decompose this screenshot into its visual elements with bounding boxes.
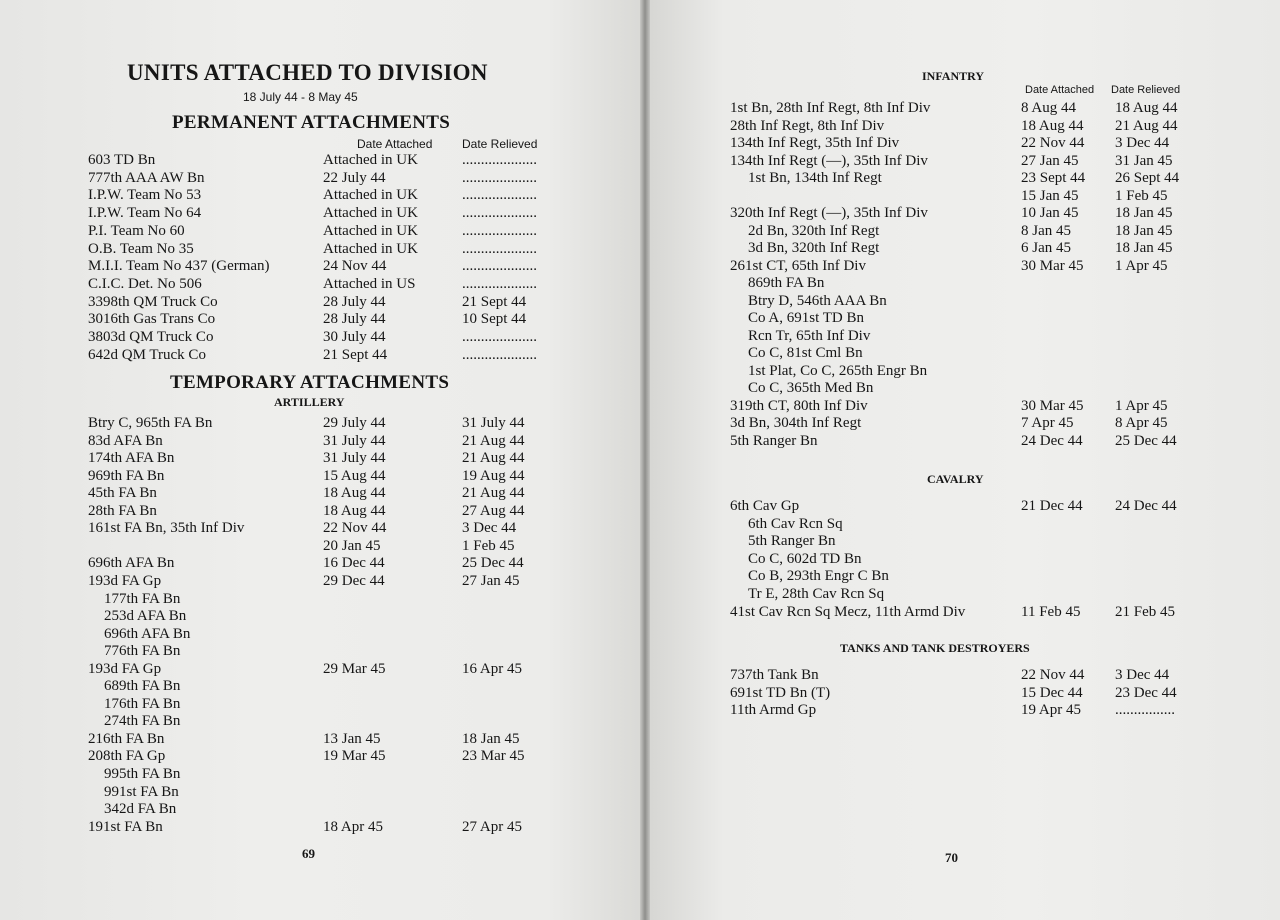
unit-name: 174th AFA Bn	[88, 450, 175, 467]
page-number-right: 70	[945, 850, 958, 865]
unit-name: Rcn Tr, 65th Inf Div	[748, 327, 871, 344]
date-attached: Attached in UK	[323, 187, 418, 204]
unit-name: 995th FA Bn	[104, 766, 181, 782]
unit-name: 28th Inf Regt, 8th Inf Div	[730, 117, 885, 134]
date-attached: Attached in UK	[323, 205, 418, 222]
date-attached: 8 Jan 45	[1021, 222, 1071, 239]
unit-name: M.I.I. Team No 437 (German)	[88, 258, 270, 275]
unit-name: 6th Cav Rcn Sq	[748, 515, 843, 532]
unit-name: 274th FA Bn	[104, 713, 181, 730]
date-relieved: 3 Dec 44	[462, 520, 517, 537]
date-attached: 16 Dec 44	[323, 555, 385, 572]
date-attached: 28 July 44	[323, 293, 386, 310]
date-relieved: 23 Dec 44	[1115, 684, 1177, 701]
unit-name: 83d AFA Bn	[88, 432, 163, 449]
col-date-attached: Date Attached	[357, 137, 433, 151]
date-relieved: 16 Apr 45	[462, 660, 522, 677]
unit-name: 3d Bn, 304th Inf Regt	[730, 415, 862, 431]
unit-name: 208th FA Gp	[88, 748, 166, 765]
unit-name: 691st TD Bn (T)	[730, 684, 831, 701]
unit-name: 969th FA Bn	[88, 467, 165, 484]
unit-name: Co B, 293th Engr C Bn	[748, 568, 889, 585]
date-attached: Attached in US	[323, 275, 416, 292]
unit-name: 3398th QM Truck Co	[88, 293, 218, 310]
date-relieved: 8 Apr 45	[1115, 415, 1168, 431]
date-range: 18 July 44 - 8 May 45	[243, 90, 358, 104]
temporary-heading: TEMPORARY ATTACHMENTS	[170, 372, 450, 393]
date-relieved: 26 Sept 44	[1115, 170, 1180, 186]
date-attached: 19 Apr 45	[1021, 702, 1081, 718]
unit-name: 991st FA Bn	[104, 783, 179, 800]
unit-name: 193d FA Gp	[88, 572, 162, 589]
date-attached: 18 Apr 45	[323, 818, 383, 835]
unit-name: I.P.W. Team No 53	[88, 187, 202, 204]
permanent-heading: PERMANENT ATTACHMENTS	[172, 112, 451, 133]
date-relieved: 21 Aug 44	[462, 450, 525, 467]
unit-name: 134th Inf Regt, 35th Inf Div	[730, 135, 900, 151]
date-relieved: 21 Aug 44	[1115, 117, 1178, 134]
date-attached: 21 Dec 44	[1021, 498, 1083, 514]
unit-name: 134th Inf Regt (—), 35th Inf Div	[730, 152, 928, 169]
date-attached: 19 Mar 45	[323, 748, 386, 765]
date-attached: Attached in UK	[323, 222, 418, 239]
date-relieved: 3 Dec 44	[1115, 135, 1170, 151]
unit-name: Co C, 602d TD Bn	[748, 550, 862, 567]
date-attached: 24 Nov 44	[323, 258, 387, 275]
date-attached: 28 July 44	[323, 311, 386, 328]
unit-name: O.B. Team No 35	[88, 240, 194, 257]
unit-name: 3016th Gas Trans Co	[88, 311, 216, 328]
section-artillery: ARTILLERY	[274, 395, 345, 409]
date-attached: 30 Mar 45	[1021, 257, 1084, 274]
unit-name: 1st Bn, 134th Inf Regt	[748, 170, 882, 186]
date-relieved: 21 Aug 44	[462, 432, 525, 449]
date-attached: 31 July 44	[323, 432, 386, 449]
date-relieved: 10 Sept 44	[462, 311, 527, 328]
date-attached: 15 Dec 44	[1021, 684, 1083, 701]
unit-name: Btry C, 965th FA Bn	[88, 415, 213, 431]
unit-name: 6th Cav Gp	[730, 498, 800, 514]
date-relieved: 1 Feb 45	[462, 537, 515, 554]
date-attached: 30 Mar 45	[1021, 397, 1084, 414]
date-attached: 21 Sept 44	[323, 346, 388, 363]
date-relieved: ....................	[462, 275, 537, 292]
date-attached: 30 July 44	[323, 329, 386, 345]
date-attached: 24 Dec 44	[1021, 432, 1083, 449]
date-relieved: ....................	[462, 222, 537, 239]
unit-name: P.I. Team No 60	[88, 222, 185, 239]
unit-name: 320th Inf Regt (—), 35th Inf Div	[730, 205, 928, 221]
date-attached: 15 Jan 45	[1021, 187, 1079, 204]
date-attached: 18 Aug 44	[323, 485, 386, 502]
unit-name: 11th Armd Gp	[730, 702, 817, 718]
date-attached: 7 Apr 45	[1021, 415, 1074, 431]
date-relieved: 25 Dec 44	[1115, 432, 1177, 449]
unit-name: 319th CT, 80th Inf Div	[730, 397, 868, 414]
date-attached: 23 Sept 44	[1021, 170, 1086, 186]
col-date-relieved-right: Date Relieved	[1111, 84, 1181, 96]
unit-name: 869th FA Bn	[748, 275, 825, 291]
unit-name: 161st FA Bn, 35th Inf Div	[88, 520, 245, 537]
date-relieved: 23 Mar 45	[462, 748, 525, 765]
date-attached: 27 Jan 45	[1021, 152, 1079, 169]
date-attached: Attached in UK	[323, 240, 418, 257]
unit-name: 342d FA Bn	[104, 801, 177, 818]
section-infantry: INFANTRY	[922, 69, 985, 83]
date-relieved: ....................	[462, 258, 537, 275]
date-attached: 22 July 44	[323, 169, 386, 186]
date-relieved: 27 Aug 44	[462, 502, 525, 519]
page-title: UNITS ATTACHED TO DIVISION	[127, 60, 488, 85]
unit-name: 261st CT, 65th Inf Div	[730, 257, 866, 274]
unit-name: C.I.C. Det. No 506	[88, 275, 202, 292]
unit-name: 3d Bn, 320th Inf Regt	[748, 240, 880, 256]
unit-name: 696th AFA Bn	[104, 625, 191, 642]
date-relieved: 27 Apr 45	[462, 818, 522, 835]
unit-name: 191st FA Bn	[88, 818, 163, 835]
date-attached: Attached in UK	[323, 152, 418, 168]
date-relieved: ....................	[462, 169, 537, 186]
date-relieved: 21 Aug 44	[462, 485, 525, 502]
date-attached: 8 Aug 44	[1021, 100, 1077, 116]
unit-name: 3803d QM Truck Co	[88, 329, 214, 345]
unit-name: 177th FA Bn	[104, 590, 181, 607]
unit-name: 777th AAA AW Bn	[88, 169, 205, 186]
date-relieved: ....................	[462, 205, 537, 222]
unit-name: 642d QM Truck Co	[88, 346, 206, 363]
unit-name: 696th AFA Bn	[88, 555, 175, 572]
date-relieved: 21 Sept 44	[462, 293, 527, 310]
date-attached: 31 July 44	[323, 450, 386, 467]
date-relieved: 18 Aug 44	[1115, 100, 1178, 116]
unit-name: 253d AFA Bn	[104, 608, 187, 625]
date-attached: 29 Mar 45	[323, 660, 386, 677]
unit-name: 41st Cav Rcn Sq Mecz, 11th Armd Div	[730, 603, 966, 620]
col-date-relieved: Date Relieved	[462, 137, 538, 151]
date-relieved: 18 Jan 45	[1115, 222, 1173, 239]
unit-name: 1st Plat, Co C, 265th Engr Bn	[748, 362, 928, 379]
unit-name: Co C, 365th Med Bn	[748, 380, 874, 396]
unit-name: 5th Ranger Bn	[730, 432, 818, 449]
date-attached: 18 Aug 44	[1021, 117, 1084, 134]
date-relieved: 24 Dec 44	[1115, 498, 1177, 514]
date-attached: 22 Nov 44	[1021, 135, 1085, 151]
unit-name: 603 TD Bn	[88, 152, 156, 168]
section-cavalry: CAVALRY	[927, 472, 984, 486]
unit-name: Tr E, 28th Cav Rcn Sq	[748, 586, 885, 602]
date-relieved: 1 Feb 45	[1115, 187, 1168, 204]
date-attached: 11 Feb 45	[1021, 603, 1081, 620]
date-attached: 22 Nov 44	[323, 520, 387, 537]
date-attached: 20 Jan 45	[323, 537, 381, 554]
unit-name: I.P.W. Team No 64	[88, 205, 202, 222]
date-attached: 22 Nov 44	[1021, 667, 1085, 683]
date-relieved: ....................	[462, 346, 537, 363]
date-relieved: ....................	[462, 329, 537, 345]
unit-name: 1st Bn, 28th Inf Regt, 8th Inf Div	[730, 100, 931, 116]
date-relieved: 18 Jan 45	[1115, 205, 1173, 221]
date-attached: 29 July 44	[323, 415, 386, 431]
unit-name: 737th Tank Bn	[730, 667, 819, 683]
date-relieved: 21 Feb 45	[1115, 603, 1175, 620]
date-relieved: ....................	[462, 152, 537, 168]
date-relieved: 19 Aug 44	[462, 467, 525, 484]
date-attached: 15 Aug 44	[323, 467, 386, 484]
date-relieved: ....................	[462, 187, 537, 204]
date-relieved: 18 Jan 45	[462, 730, 520, 747]
unit-name: 2d Bn, 320th Inf Regt	[748, 222, 880, 239]
date-relieved: 1 Apr 45	[1115, 397, 1168, 414]
date-relieved: 31 Jan 45	[1115, 152, 1173, 169]
date-relieved: 1 Apr 45	[1115, 257, 1168, 274]
date-attached: 18 Aug 44	[323, 502, 386, 519]
date-relieved: 31 July 44	[462, 415, 525, 431]
unit-name: Co A, 691st TD Bn	[748, 310, 864, 326]
date-relieved: 18 Jan 45	[1115, 240, 1173, 256]
unit-name: 28th FA Bn	[88, 502, 157, 519]
date-attached: 29 Dec 44	[323, 572, 385, 589]
date-attached: 10 Jan 45	[1021, 205, 1079, 221]
unit-name: 216th FA Bn	[88, 730, 165, 747]
unit-name: Btry D, 546th AAA Bn	[748, 292, 887, 309]
date-relieved: 3 Dec 44	[1115, 667, 1170, 683]
unit-name: 176th FA Bn	[104, 695, 181, 712]
section-tanks: TANKS AND TANK DESTROYERS	[840, 641, 1030, 655]
date-relieved: ................	[1115, 702, 1175, 718]
unit-name: 689th FA Bn	[104, 678, 181, 695]
date-attached: 13 Jan 45	[323, 730, 381, 747]
book-gutter	[640, 0, 650, 920]
col-date-attached-right: Date Attached	[1025, 84, 1095, 96]
date-relieved: 27 Jan 45	[462, 572, 520, 589]
date-relieved: ....................	[462, 240, 537, 257]
page-number-left: 69	[302, 846, 315, 861]
date-attached: 6 Jan 45	[1021, 240, 1071, 256]
unit-name: 45th FA Bn	[88, 485, 157, 502]
unit-name: Co C, 81st Cml Bn	[748, 345, 863, 361]
date-relieved: 25 Dec 44	[462, 555, 524, 572]
unit-name: 5th Ranger Bn	[748, 533, 836, 550]
unit-name: 193d FA Gp	[88, 660, 162, 677]
unit-name: 776th FA Bn	[104, 643, 181, 660]
